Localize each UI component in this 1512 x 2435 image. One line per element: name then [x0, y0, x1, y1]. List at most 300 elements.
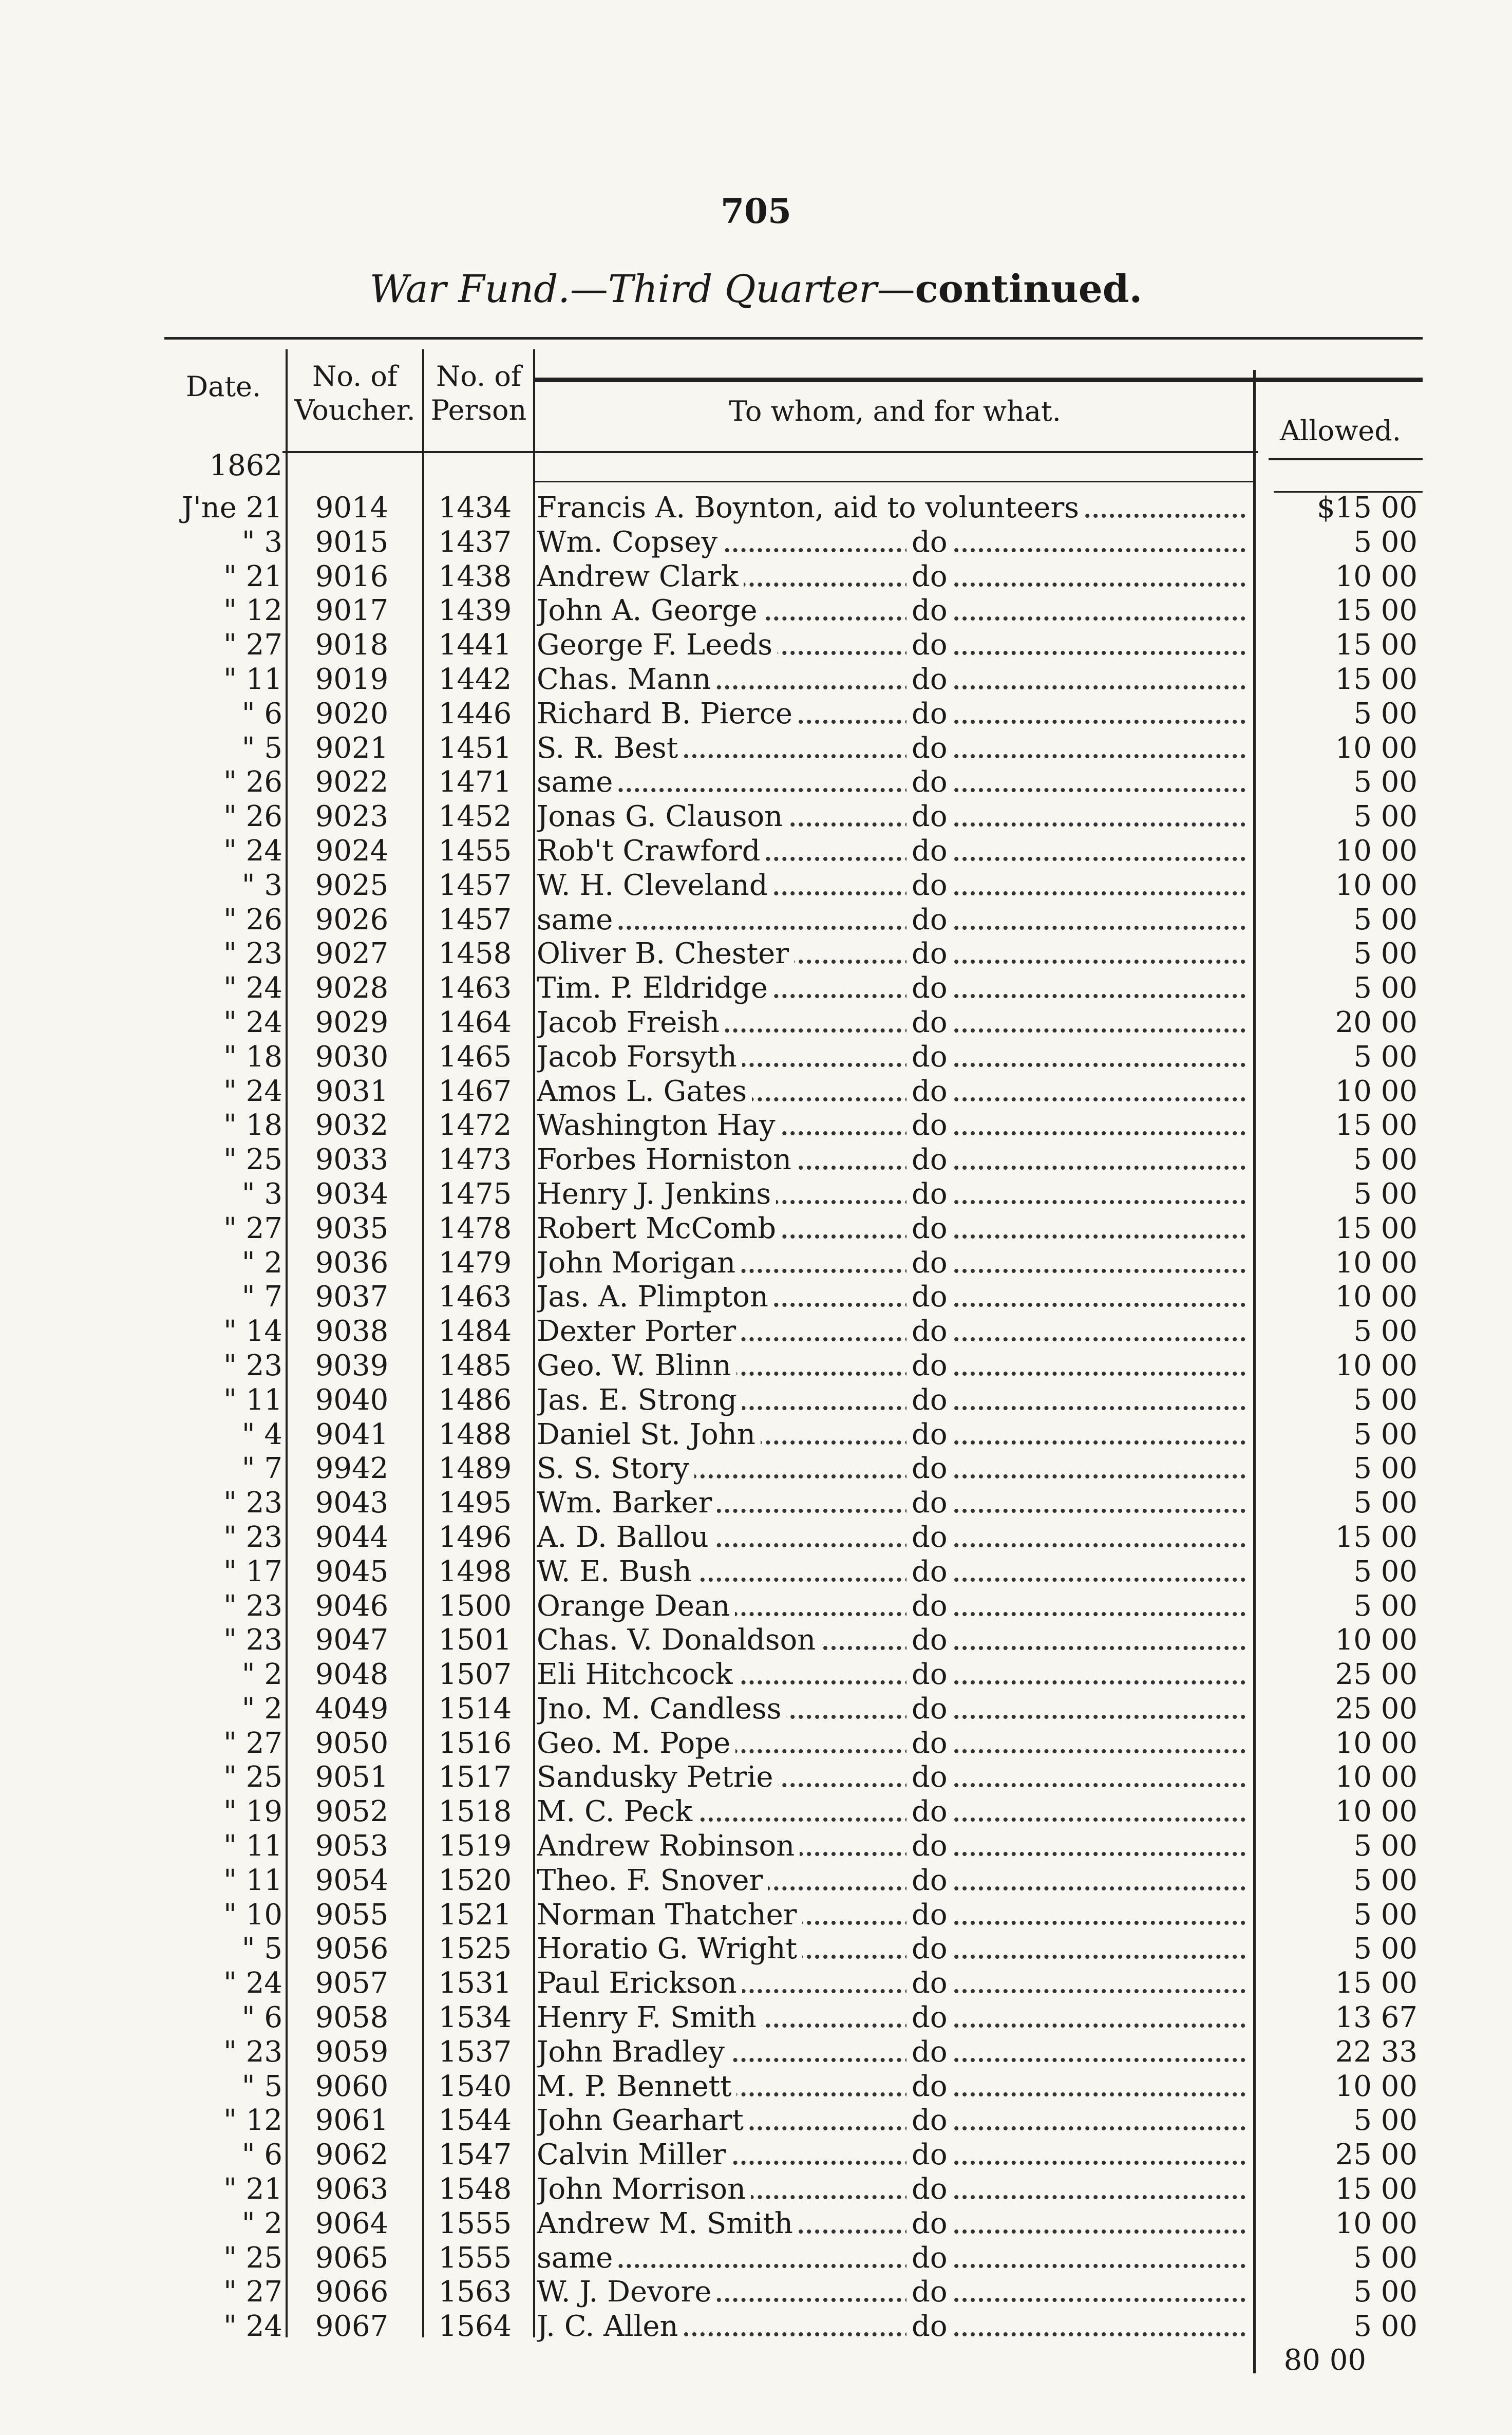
row-purpose: do	[906, 2310, 953, 2344]
row-date: " 12	[223, 2104, 282, 2138]
row-voucher: 9040	[315, 1383, 389, 1417]
row-date: " 3	[241, 525, 282, 559]
row-purpose: do	[906, 1589, 953, 1623]
row-allowed: 5 00	[1353, 1589, 1418, 1623]
row-purpose: do	[906, 1246, 953, 1280]
row-person: 1517	[438, 1760, 512, 1794]
row-date: " 27	[223, 1726, 282, 1760]
table-row	[0, 1966, 1512, 2001]
row-person: 1446	[438, 697, 512, 730]
row-name: J. C. Allen	[537, 2310, 684, 2343]
table-row	[0, 1383, 1512, 1418]
row-purpose: do	[906, 1864, 953, 1898]
row-name: Sandusky Petrie	[537, 1760, 778, 1794]
row-allowed: 5 00	[1353, 1486, 1418, 1520]
row-purpose: do	[906, 2001, 953, 2035]
row-voucher: 9027	[315, 937, 389, 971]
row-name: W. J. Devore	[537, 2275, 716, 2309]
table-row	[0, 594, 1512, 628]
table-row	[0, 732, 1512, 766]
row-name: Henry F. Smith	[537, 2001, 762, 2034]
table-row	[0, 628, 1512, 663]
title-continued: continued.	[915, 267, 1143, 311]
header-person	[424, 360, 533, 427]
row-description	[537, 1143, 1245, 1177]
row-allowed: $15 00	[1317, 491, 1418, 525]
row-name: Eli Hitchcock	[537, 1658, 738, 1691]
row-description	[537, 1932, 1245, 1966]
row-allowed: 5 00	[1353, 937, 1418, 971]
row-allowed: 5 00	[1353, 903, 1418, 936]
allowed-header-rule	[1269, 458, 1423, 460]
row-allowed: 5 00	[1353, 1383, 1418, 1417]
row-voucher: 9044	[315, 1520, 389, 1554]
row-date: " 23	[223, 1486, 282, 1520]
row-name: John Bradley	[537, 2035, 730, 2069]
row-voucher: 9067	[315, 2310, 389, 2344]
row-description	[537, 1349, 1245, 1383]
row-allowed: 15 00	[1335, 628, 1418, 662]
row-allowed: 10 00	[1335, 559, 1418, 593]
row-voucher: 9057	[315, 1966, 389, 2000]
row-name: John A. George	[537, 594, 763, 627]
table-row	[0, 2070, 1512, 2104]
row-purpose: do	[906, 971, 953, 1005]
row-allowed: 5 00	[1353, 1417, 1418, 1451]
row-name: Henry J. Jenkins	[537, 1177, 776, 1211]
row-voucher: 9022	[315, 765, 389, 799]
row-purpose: do	[906, 800, 953, 834]
row-date: " 7	[241, 1452, 282, 1486]
row-description	[537, 594, 1245, 628]
row-allowed: 5 00	[1353, 765, 1418, 799]
row-description	[537, 663, 1245, 697]
row-person: 1472	[438, 1109, 512, 1142]
row-purpose: do	[906, 2172, 953, 2206]
row-name: John Morigan	[537, 1246, 741, 1280]
table-row	[0, 526, 1512, 560]
row-purpose: do	[906, 2241, 953, 2275]
row-name: Theo. F. Snover	[537, 1864, 768, 1897]
row-voucher: 9058	[315, 2001, 389, 2035]
table-row	[0, 1658, 1512, 1692]
row-voucher: 9045	[315, 1554, 389, 1588]
row-name: Chas. Mann	[537, 663, 716, 696]
row-date: " 25	[223, 2241, 282, 2275]
row-purpose: do	[906, 937, 953, 971]
row-person: 1464	[438, 1005, 512, 1039]
row-person: 1555	[438, 2241, 512, 2275]
row-allowed: 15 00	[1335, 1520, 1418, 1554]
row-allowed: 5 00	[1353, 2275, 1418, 2309]
row-allowed: 15 00	[1335, 2172, 1418, 2206]
row-allowed: 10 00	[1335, 1348, 1418, 1382]
row-person: 1518	[438, 1795, 512, 1829]
row-description	[537, 1452, 1245, 1486]
row-name: Jno. M. Candless	[537, 1692, 786, 1726]
table-row	[0, 1418, 1512, 1452]
row-name: John Morrison	[537, 2172, 751, 2206]
row-purpose: do	[906, 1143, 953, 1177]
header-desc: To whom, and for what.	[729, 395, 1061, 427]
row-name: Jacob Freish	[537, 1006, 725, 1039]
header-voucher-line1: No. of	[312, 360, 398, 392]
row-purpose: do	[906, 1006, 953, 1040]
row-person: 1540	[438, 2069, 512, 2103]
row-person: 1442	[438, 662, 512, 696]
row-voucher: 9020	[315, 697, 389, 730]
table-row	[0, 560, 1512, 594]
row-allowed: 15 00	[1335, 594, 1418, 628]
row-purpose: do	[906, 1658, 953, 1692]
row-allowed: 5 00	[1353, 1932, 1418, 1966]
row-date: " 2	[241, 1246, 282, 1280]
row-description	[537, 903, 1245, 937]
table-row	[0, 1727, 1512, 1761]
row-description	[537, 1212, 1245, 1246]
row-allowed: 5 00	[1353, 2104, 1418, 2138]
row-name: Robert McComb	[537, 1212, 781, 1245]
row-person: 1451	[438, 731, 512, 765]
header-bottom-rule	[282, 451, 1258, 453]
row-voucher: 9039	[315, 1348, 389, 1382]
row-voucher: 9034	[315, 1177, 389, 1211]
table-row	[0, 1521, 1512, 1555]
table-row	[0, 2207, 1512, 2241]
row-purpose: do	[906, 2104, 953, 2138]
row-allowed: 10 00	[1335, 1623, 1418, 1657]
row-allowed: 5 00	[1353, 800, 1418, 834]
row-purpose: do	[906, 1486, 953, 1520]
row-description	[537, 971, 1245, 1005]
row-allowed: 10 00	[1335, 1074, 1418, 1108]
row-voucher: 9064	[315, 2206, 389, 2240]
row-allowed: 10 00	[1335, 868, 1418, 902]
row-allowed: 5 00	[1353, 1315, 1418, 1348]
row-name: Jas. E. Strong	[537, 1383, 742, 1417]
row-voucher: 9047	[315, 1623, 389, 1657]
row-voucher: 9065	[315, 2241, 389, 2275]
row-description	[537, 1555, 1245, 1589]
row-date: " 11	[223, 1863, 282, 1897]
title-dash-1: —	[570, 267, 608, 311]
row-voucher: 9030	[315, 1040, 389, 1074]
row-purpose: do	[906, 1212, 953, 1246]
table-row	[0, 2310, 1512, 2344]
row-name: Horatio G. Wright	[537, 1932, 802, 1965]
row-name: same	[537, 2241, 618, 2275]
row-description	[537, 1623, 1245, 1657]
row-purpose: do	[906, 2275, 953, 2309]
row-purpose: do	[906, 2138, 953, 2172]
row-description	[537, 526, 1245, 559]
row-purpose: do	[906, 1760, 953, 1794]
row-date: " 27	[223, 628, 282, 662]
row-date: " 24	[223, 2310, 282, 2344]
row-description	[537, 1383, 1245, 1417]
row-date: " 24	[223, 834, 282, 868]
row-purpose: do	[906, 1452, 953, 1486]
header-voucher-line2: Voucher.	[294, 394, 415, 426]
row-voucher: 9041	[315, 1417, 389, 1451]
row-person: 1437	[438, 525, 512, 559]
row-allowed: 10 00	[1335, 2206, 1418, 2240]
row-description	[537, 2138, 1245, 2172]
table-row	[0, 1075, 1512, 1109]
row-name: Dexter Porter	[537, 1315, 741, 1348]
row-voucher: 4049	[315, 1692, 389, 1726]
row-allowed: 25 00	[1335, 1658, 1418, 1692]
row-allowed: 25 00	[1335, 2138, 1418, 2172]
table-row	[0, 1143, 1512, 1177]
row-person: 1458	[438, 937, 512, 971]
row-allowed: 15 00	[1335, 662, 1418, 696]
row-date: " 18	[223, 1040, 282, 1074]
row-description	[537, 1521, 1245, 1554]
row-person: 1537	[438, 2035, 512, 2069]
row-description	[537, 2104, 1245, 2138]
row-voucher: 9016	[315, 559, 389, 593]
row-description	[537, 1760, 1245, 1794]
table-row	[0, 1623, 1512, 1658]
row-date: " 10	[223, 1898, 282, 1932]
row-description	[537, 2207, 1245, 2241]
row-description	[537, 1692, 1245, 1726]
row-voucher: 9038	[315, 1315, 389, 1348]
row-date: " 21	[223, 2172, 282, 2206]
row-description	[537, 1864, 1245, 1898]
row-purpose: do	[906, 1555, 953, 1589]
row-person: 1463	[438, 971, 512, 1005]
row-purpose: do	[906, 2070, 953, 2104]
row-allowed: 5 00	[1353, 1040, 1418, 1074]
row-name: Geo. M. Pope	[537, 1727, 735, 1760]
row-person: 1488	[438, 1417, 512, 1451]
row-date: " 25	[223, 1760, 282, 1794]
table-row	[0, 2172, 1512, 2207]
row-person: 1507	[438, 1658, 512, 1692]
row-description	[537, 2035, 1245, 2069]
table-row	[0, 1486, 1512, 1521]
row-description	[537, 1898, 1245, 1932]
row-allowed: 15 00	[1335, 1211, 1418, 1245]
table-row	[0, 2138, 1512, 2172]
row-description	[537, 869, 1245, 903]
table-row	[0, 2241, 1512, 2276]
row-allowed: 5 00	[1353, 1554, 1418, 1588]
row-purpose: do	[906, 2035, 953, 2069]
row-voucher: 9063	[315, 2172, 389, 2206]
row-voucher: 9029	[315, 1005, 389, 1039]
row-person: 1555	[438, 2206, 512, 2240]
page-number: 705	[721, 191, 791, 231]
header-date: Date.	[185, 370, 261, 403]
row-voucher: 9015	[315, 525, 389, 559]
row-name: Tim. P. Eldridge	[537, 971, 773, 1005]
row-person: 1501	[438, 1623, 512, 1657]
row-purpose: do	[906, 560, 953, 594]
row-purpose: do	[906, 1349, 953, 1383]
row-date: " 24	[223, 971, 282, 1005]
row-allowed: 10 00	[1335, 1760, 1418, 1794]
row-date: " 24	[223, 1005, 282, 1039]
table-row	[0, 697, 1512, 732]
row-person: 1548	[438, 2172, 512, 2206]
row-voucher: 9036	[315, 1246, 389, 1280]
row-voucher: 9032	[315, 1109, 389, 1142]
row-description	[537, 1966, 1245, 2000]
table-row	[0, 1040, 1512, 1075]
row-purpose: do	[906, 526, 953, 559]
row-person: 1479	[438, 1246, 512, 1280]
row-voucher: 9066	[315, 2275, 389, 2309]
row-voucher: 9055	[315, 1898, 389, 1932]
row-date: " 26	[223, 765, 282, 799]
row-person: 1496	[438, 1520, 512, 1554]
row-person: 1498	[438, 1554, 512, 1588]
row-allowed: 13 67	[1335, 2001, 1418, 2035]
table-row	[0, 1452, 1512, 1486]
row-person: 1455	[438, 834, 512, 868]
table-row	[0, 1177, 1512, 1212]
row-description	[537, 1040, 1245, 1074]
row-name: Calvin Miller	[537, 2138, 731, 2171]
title-third-quarter: Third Quarter	[608, 267, 877, 311]
table-row	[0, 2035, 1512, 2070]
row-voucher: 9014	[315, 491, 389, 525]
row-name: M. P. Bennett	[537, 2070, 736, 2103]
row-date: " 24	[223, 1074, 282, 1108]
row-person: 1525	[438, 1932, 512, 1966]
row-person: 1438	[438, 559, 512, 593]
row-voucher: 9037	[315, 1280, 389, 1314]
leader-dots	[537, 926, 1245, 930]
row-purpose: do	[906, 628, 953, 662]
row-purpose: do	[906, 1075, 953, 1109]
header-person-line2: Person	[430, 394, 527, 426]
row-purpose: do	[906, 834, 953, 868]
table-row	[0, 1246, 1512, 1281]
row-date: " 12	[223, 594, 282, 628]
row-description	[537, 1795, 1245, 1829]
row-date: " 3	[241, 868, 282, 902]
row-date: " 23	[223, 1589, 282, 1623]
row-purpose: do	[906, 1727, 953, 1760]
row-purpose: do	[906, 732, 953, 765]
row-date: " 18	[223, 1109, 282, 1142]
row-name: W. E. Bush	[537, 1555, 697, 1588]
leader-dots	[537, 788, 1245, 792]
row-purpose: do	[906, 1966, 953, 2000]
row-date: " 11	[223, 1383, 282, 1417]
row-voucher: 9942	[315, 1452, 389, 1486]
row-person: 1457	[438, 903, 512, 936]
row-date: " 23	[223, 1520, 282, 1554]
row-name: Oliver B. Chester	[537, 937, 794, 970]
row-description	[537, 800, 1245, 834]
row-name: W. H. Cleveland	[537, 869, 773, 902]
row-date: " 19	[223, 1795, 282, 1829]
row-date: " 21	[223, 559, 282, 593]
row-person: 1520	[438, 1863, 512, 1897]
row-allowed: 5 00	[1353, 697, 1418, 730]
row-person: 1544	[438, 2104, 512, 2138]
row-person: 1564	[438, 2310, 512, 2344]
row-date: " 23	[223, 2035, 282, 2069]
row-purpose: do	[906, 765, 953, 799]
row-voucher: 9060	[315, 2069, 389, 2103]
table-row	[0, 2275, 1512, 2310]
table-row	[0, 1795, 1512, 1829]
row-allowed: 5 00	[1353, 1863, 1418, 1897]
row-voucher: 9053	[315, 1829, 389, 1863]
row-voucher: 9033	[315, 1143, 389, 1177]
row-voucher: 9048	[315, 1658, 389, 1692]
table-row	[0, 1109, 1512, 1143]
row-person: 1521	[438, 1898, 512, 1932]
table-row	[0, 903, 1512, 938]
row-voucher: 9017	[315, 594, 389, 628]
row-description	[537, 1418, 1245, 1452]
table-row	[0, 1864, 1512, 1898]
row-name: Andrew M. Smith	[537, 2207, 798, 2240]
table-row	[0, 1932, 1512, 1966]
row-name: Jas. A. Plimpton	[537, 1280, 773, 1314]
row-purpose: do	[906, 1829, 953, 1863]
row-name: Jacob Forsyth	[537, 1040, 742, 1074]
row-purpose: do	[906, 1383, 953, 1417]
table-row	[0, 1349, 1512, 1383]
table-top-rule-thick	[534, 378, 1423, 382]
row-allowed: 25 00	[1335, 1692, 1418, 1726]
row-date: " 5	[241, 731, 282, 765]
leader-dots	[537, 2264, 1245, 2268]
row-voucher: 9062	[315, 2138, 389, 2172]
table-row	[0, 1829, 1512, 1864]
row-description	[537, 628, 1245, 662]
row-voucher: 9051	[315, 1760, 389, 1794]
row-description	[537, 2241, 1245, 2275]
row-purpose: do	[906, 1521, 953, 1554]
row-purpose: do	[906, 1898, 953, 1932]
row-date: " 17	[223, 1554, 282, 1588]
row-description	[537, 1727, 1245, 1760]
row-allowed: 22 33	[1335, 2035, 1418, 2069]
row-voucher: 9046	[315, 1589, 389, 1623]
row-person: 1495	[438, 1486, 512, 1520]
row-purpose: do	[906, 663, 953, 697]
row-name: Orange Dean	[537, 1589, 735, 1623]
row-person: 1489	[438, 1452, 512, 1486]
row-description	[537, 2275, 1245, 2309]
row-description	[537, 2172, 1245, 2206]
row-purpose: do	[906, 1623, 953, 1657]
row-allowed: 5 00	[1353, 525, 1418, 559]
row-name: Chas. V. Donaldson	[537, 1623, 821, 1657]
row-allowed: 10 00	[1335, 731, 1418, 765]
row-date: " 27	[223, 2275, 282, 2309]
row-person: 1547	[438, 2138, 512, 2172]
row-description	[537, 1829, 1245, 1863]
row-person: 1439	[438, 594, 512, 628]
trailing-amount: 80 00	[1283, 2344, 1366, 2377]
row-voucher: 9043	[315, 1486, 389, 1520]
row-person: 1457	[438, 868, 512, 902]
row-date: " 4	[241, 1417, 282, 1451]
row-name: same	[537, 903, 618, 936]
table-row	[0, 800, 1512, 834]
row-name: M. C. Peck	[537, 1795, 697, 1828]
